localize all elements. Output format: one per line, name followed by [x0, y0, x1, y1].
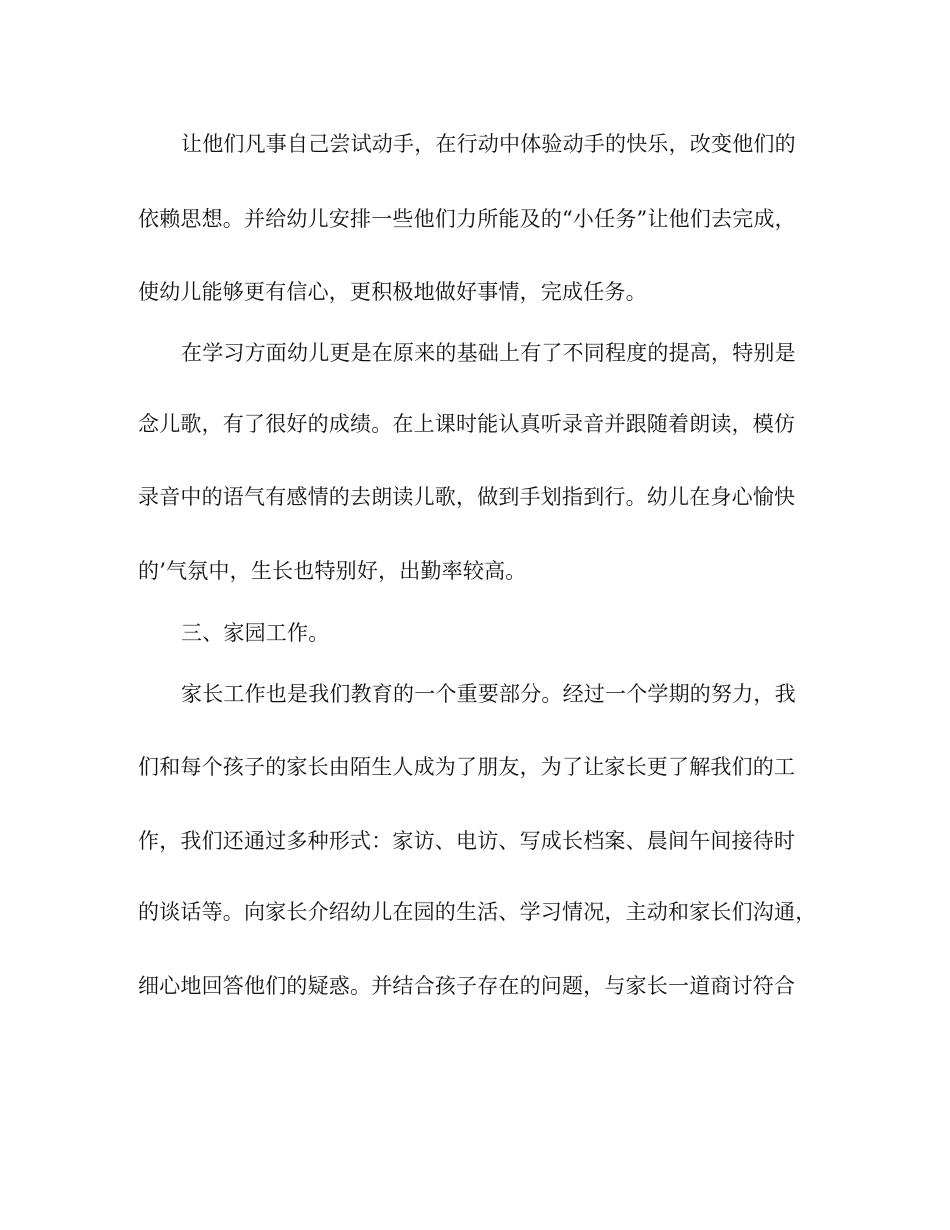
paragraph-line: 依赖思想。并给幼儿安排一些他们力所能及的“小任务”让他们去完成， — [138, 207, 796, 231]
paragraph-line: 的’气氛中，生长也特别好，出勤率较高。 — [138, 559, 527, 583]
paragraph-line: 们和每个孩子的家长由陌生人成为了朋友，为了让家长更了解我们的工 — [138, 755, 796, 779]
paragraph-line: 的谈话等。向家长介绍幼儿在园的生活、学习情况，主动和家长们沟通， — [138, 900, 817, 924]
paragraph-line: 家长工作也是我们教育的一个重要部分。经过一个学期的努力，我 — [181, 682, 796, 706]
paragraph-line: 录音中的语气有感情的去朗读儿歌，做到手划指到行。幼儿在身心愉快 — [138, 485, 796, 509]
paragraph-line: 使幼儿能够更有信心，更积极地做好事情，完成任务。 — [138, 280, 647, 304]
paragraph-line: 念儿歌，有了很好的成绩。在上课时能认真听录音并跟随着朗读，模仿 — [138, 412, 796, 436]
paragraph-line: 在学习方面幼儿更是在原来的基础上有了不同程度的提高，特别是 — [181, 341, 796, 365]
section-heading: 三、家园工作。 — [181, 621, 330, 645]
paragraph-line: 让他们凡事自己尝试动手，在行动中体验动手的快乐，改变他们的 — [181, 132, 796, 156]
paragraph-line: 细心地回答他们的疑惑。并结合孩子存在的问题，与家长一道商讨符合 — [138, 974, 796, 998]
paragraph-line: 作，我们还通过多种形式：家访、电访、写成长档案、晨间午间接待时 — [138, 829, 796, 853]
